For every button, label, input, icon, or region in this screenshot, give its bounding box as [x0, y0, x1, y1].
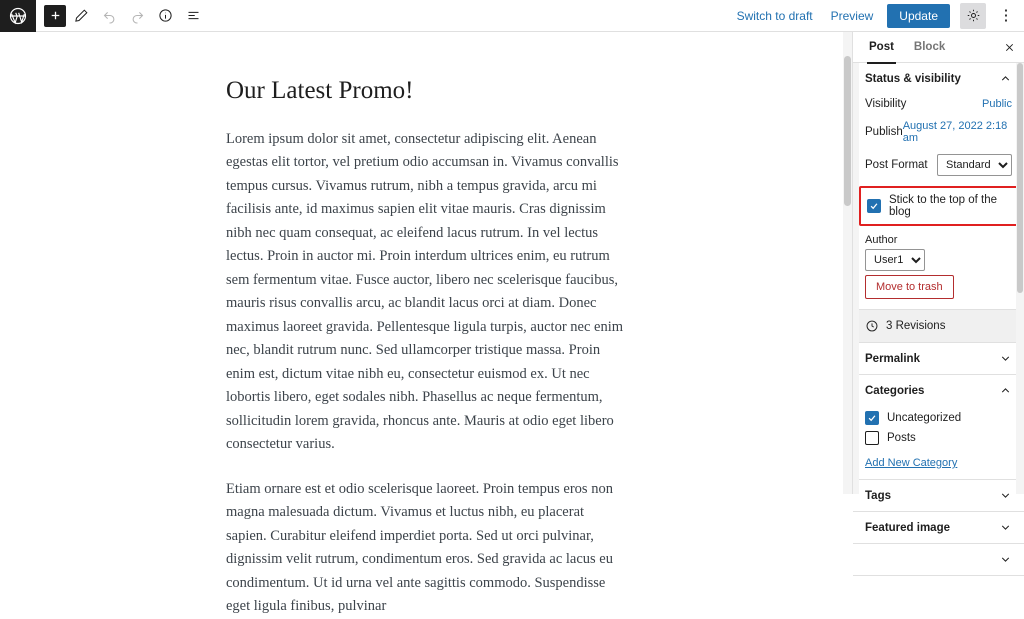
publish-date-button[interactable]: August 27, 2022 2:18 am	[902, 120, 1008, 144]
chevron-down-icon	[999, 489, 1012, 502]
publish-row	[865, 116, 1012, 150]
revisions-row[interactable]	[853, 310, 1024, 343]
visibility-label: Visibility	[865, 98, 907, 110]
chevron-down-icon	[999, 553, 1012, 566]
gear-icon[interactable]	[960, 3, 986, 29]
panel-categories	[853, 375, 1024, 480]
wordpress-logo-icon[interactable]	[0, 0, 36, 32]
sidebar-left-scroll-track[interactable]	[853, 63, 859, 494]
info-circle-icon[interactable]	[152, 3, 178, 29]
block-inserter-button[interactable]	[44, 5, 66, 27]
sticky-post-checkbox[interactable]	[867, 199, 881, 213]
author-label: Author	[865, 234, 898, 246]
paragraph-block[interactable]: Lorem ipsum dolor sit amet, consectetur adipiscing elit. Aenean egestas elit tortor, vel pretium odio accumsan in. Vivamus convallis tempus cursus. Vivamus rutrum, nibh a tempus gravida, arcu mi facilisis ante, id maximus sapien elit vitae mauris. Cras dignissim nibh nec quam consequat, ac eleifend lacus rutrum. In vel lectus lectus. Proin in auctor mi. Proin interdum ultrices enim, eu rutrum sem fermentum vitae. Fusce auctor, libero nec scelerisque faucibus, mauris risus convallis arcu, ac blandit lacus orci at diam. Donec maximus laoreet gravida. Pellentesque ligula turpis, auctor nec enim nec, blandit rutrum nunc. Sed ullamcorper tristique massa. Proin enim est, dictum vitae nibh eu, consectetur euismod ex. Ut nec lobortis libero, eget sodales nibh. Phasellus ac neque fermentum, sollicitudin lorem gravida, rhoncus ante. Mauris at odio eget libero consectetur varius.	[226, 131, 624, 453]
move-to-trash-button[interactable]: Move to trash	[865, 275, 954, 299]
panel-title: Featured image	[865, 521, 950, 534]
sidebar-scroll-area	[853, 63, 1024, 576]
visibility-value-button[interactable]: Public	[982, 98, 1012, 110]
revisions-label: 3 Revisions	[886, 320, 946, 332]
sticky-post-label: Stick to the top of the blog	[889, 194, 998, 218]
category-item	[865, 428, 1012, 448]
undo-button[interactable]	[96, 3, 122, 29]
top-bar-tools	[36, 3, 206, 29]
editor-body	[0, 32, 1024, 615]
clock-revisions-icon	[865, 319, 879, 333]
panel-title: Tags	[865, 489, 891, 502]
category-item	[865, 408, 1012, 428]
close-sidebar-icon[interactable]	[1000, 38, 1018, 56]
panel-categories-header[interactable]	[853, 375, 1024, 406]
three-dots-vertical-icon[interactable]: ⋮	[996, 3, 1016, 29]
tools-edit-button[interactable]	[68, 3, 94, 29]
canvas-scrollbar[interactable]	[843, 32, 852, 494]
panel-status-visibility-body	[853, 94, 1024, 309]
panel-permalink	[853, 343, 1024, 375]
switch-to-draft-button[interactable]: Switch to draft	[733, 7, 817, 25]
panel-permalink-header[interactable]	[853, 343, 1024, 374]
sticky-post-highlight	[859, 186, 1018, 226]
redo-button[interactable]	[124, 3, 150, 29]
chevron-down-icon	[999, 521, 1012, 534]
chevron-down-icon	[999, 352, 1012, 365]
panel-tags-header[interactable]	[853, 480, 1024, 511]
panel-status-visibility-header[interactable]	[853, 63, 1024, 94]
preview-button[interactable]: Preview	[827, 7, 878, 25]
update-button[interactable]: Update	[887, 4, 950, 28]
post-format-label: Post Format	[865, 159, 928, 171]
paragraph-block[interactable]: Etiam ornare est et odio scelerisque laoreet. Proin tempus eros non magna malesuada dictum. Vivamus et luctus nibh, eu placerat sapien. Curabitur eleifend imperdiet porta. Sed ut orci pulvinar, dignissim velit rutrum, condimentum eros. Sed gravida ac lacus eu condimentum. Ut id urna vel ante sagittis commodo. Suspendisse eget ligula finibus, pulvinar	[226, 480, 613, 615]
category-checkbox-posts[interactable]	[865, 431, 879, 445]
author-select[interactable]	[865, 249, 925, 271]
sidebar-tabs	[853, 32, 1024, 63]
panel-title: Categories	[865, 384, 925, 397]
panel-tags	[853, 480, 1024, 512]
top-bar-actions	[733, 3, 1024, 29]
chevron-up-icon	[999, 384, 1012, 397]
panel-featured-image-header[interactable]	[853, 512, 1024, 543]
tab-post[interactable]: Post	[859, 32, 904, 63]
sidebar-scrollbar[interactable]	[1016, 63, 1024, 494]
post-format-select[interactable]	[937, 154, 1012, 176]
panel-excerpt-header[interactable]	[853, 544, 1024, 575]
post-format-row	[865, 150, 1012, 182]
sidebar-scrollbar-thumb[interactable]	[1017, 63, 1023, 293]
visibility-row	[865, 94, 1012, 116]
editor-top-bar	[0, 0, 1024, 32]
category-checkbox-uncategorized[interactable]	[865, 411, 879, 425]
panel-title: Permalink	[865, 352, 920, 365]
canvas-scrollbar-thumb[interactable]	[844, 56, 851, 206]
list-view-icon[interactable]	[180, 3, 206, 29]
category-label: Posts	[887, 432, 916, 444]
chevron-up-icon	[999, 72, 1012, 85]
add-new-category-link[interactable]: Add New Category	[865, 457, 958, 469]
panel-featured-image	[853, 512, 1024, 544]
panel-title: Status & visibility	[865, 72, 961, 85]
category-label: Uncategorized	[887, 412, 962, 424]
tab-block[interactable]: Block	[913, 40, 946, 53]
publish-label: Publish	[865, 126, 903, 138]
post-content	[226, 32, 626, 619]
panel-status-visibility	[853, 63, 1024, 310]
panel-excerpt	[853, 544, 1024, 576]
post-title[interactable]: Our Latest Promo!	[226, 77, 414, 104]
categories-list	[853, 406, 1024, 479]
editor-canvas[interactable]	[0, 32, 852, 615]
settings-sidebar	[852, 32, 1024, 534]
